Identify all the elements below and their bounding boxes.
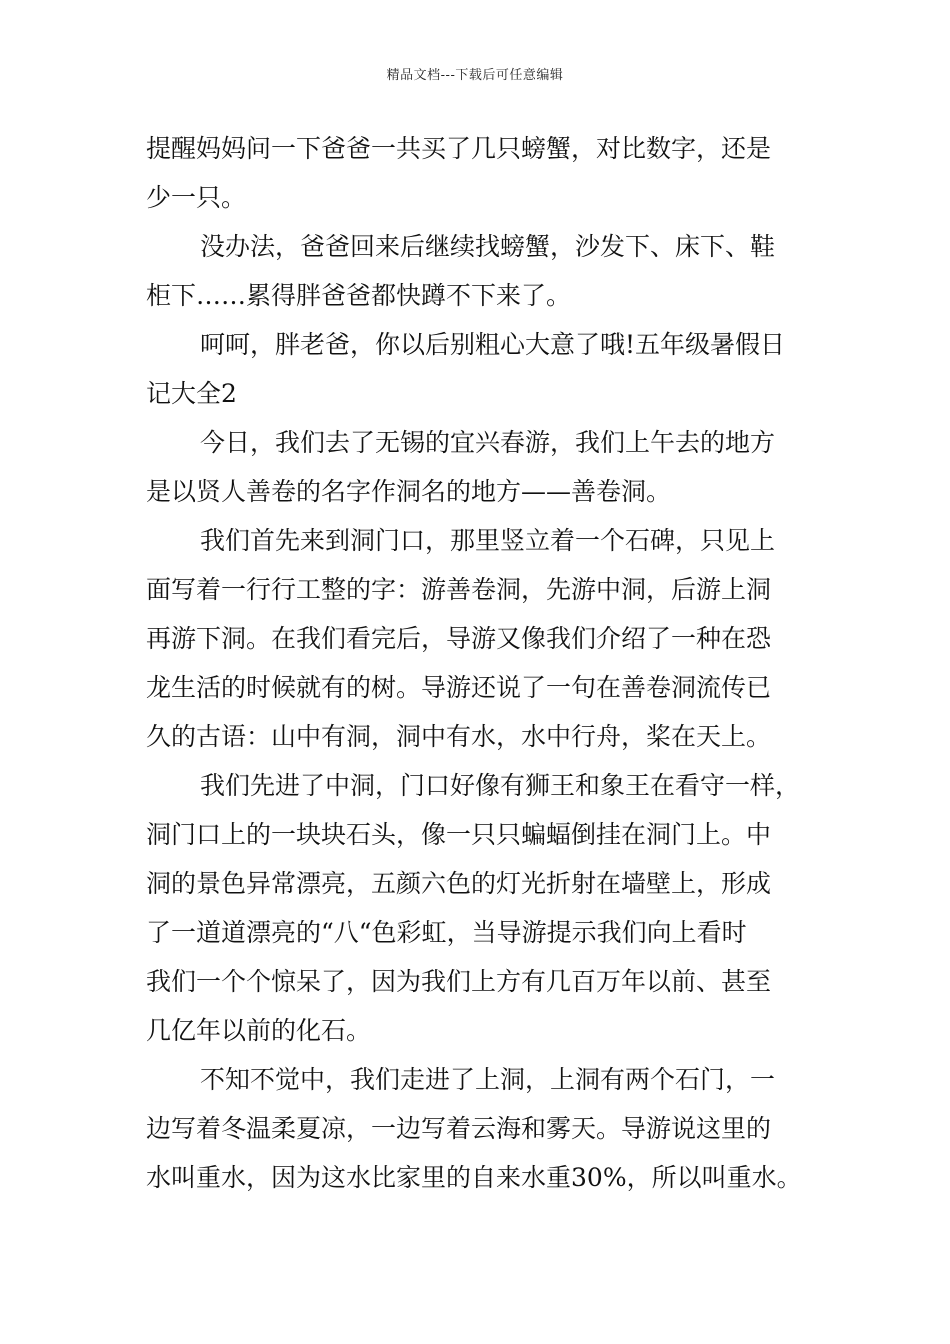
text-line: 呵呵，胖老爸，你以后别粗心大意了哦!五年级暑假日 [200, 330, 786, 359]
text-line: 我们先进了中洞，门口好像有狮王和象王在看守一样， [200, 771, 801, 800]
text-line: 洞的景色异常漂亮，五颜六色的灯光折射在墙壁上，形成 [146, 869, 772, 898]
document-body [146, 124, 812, 1202]
text-line: 柜下……累得胖爸爸都快蹲不下来了。 [146, 281, 572, 310]
text-line: 面写着一行行工整的字：游善卷洞，先游中洞，后游上洞 [146, 575, 772, 604]
text-line: 没办法，爸爸回来后继续找螃蟹，沙发下、床下、鞋 [200, 232, 776, 261]
text-line: 今日，我们去了无锡的宜兴春游，我们上午去的地方 [200, 428, 776, 457]
text-line: 不知不觉中，我们走进了上洞，上洞有两个石门，一 [200, 1065, 776, 1094]
text-line: 洞门口上的一块块石头，像一只只蝙蝠倒挂在洞门上。中 [146, 820, 772, 849]
page-header: 精品文档---下载后可任意编辑 [386, 68, 564, 83]
text-line: 我们一个个惊呆了，因为我们上方有几百万年以前、甚至 [146, 967, 772, 996]
text-line: 几亿年以前的化石。 [146, 1016, 372, 1045]
text-line: 边写着冬温柔夏凉，一边写着云海和雾天。导游说这里的 [146, 1114, 772, 1143]
text-line: 是以贤人善卷的名字作洞名的地方——善卷洞。 [146, 477, 672, 506]
text-line: 记大全2 [146, 379, 237, 408]
text-line: 少一只。 [146, 183, 247, 212]
text-line: 了一道道漂亮的“八“色彩虹，当导游提示我们向上看时 [146, 918, 747, 947]
text-line: 久的古语：山中有洞，洞中有水，水中行舟，桨在天上。 [146, 722, 772, 751]
text-line: 水叫重水，因为这水比家里的自来水重30%，所以叫重水。 [146, 1163, 802, 1192]
text-line: 再游下洞。在我们看完后，导游又像我们介绍了一种在恐 [146, 624, 772, 653]
text-line: 提醒妈妈问一下爸爸一共买了几只螃蟹，对比数字，还是 [146, 134, 772, 163]
text-line: 我们首先来到洞门口，那里竖立着一个石碑，只见上 [200, 526, 776, 555]
text-line: 龙生活的时候就有的树。导游还说了一句在善卷洞流传已 [146, 673, 772, 702]
